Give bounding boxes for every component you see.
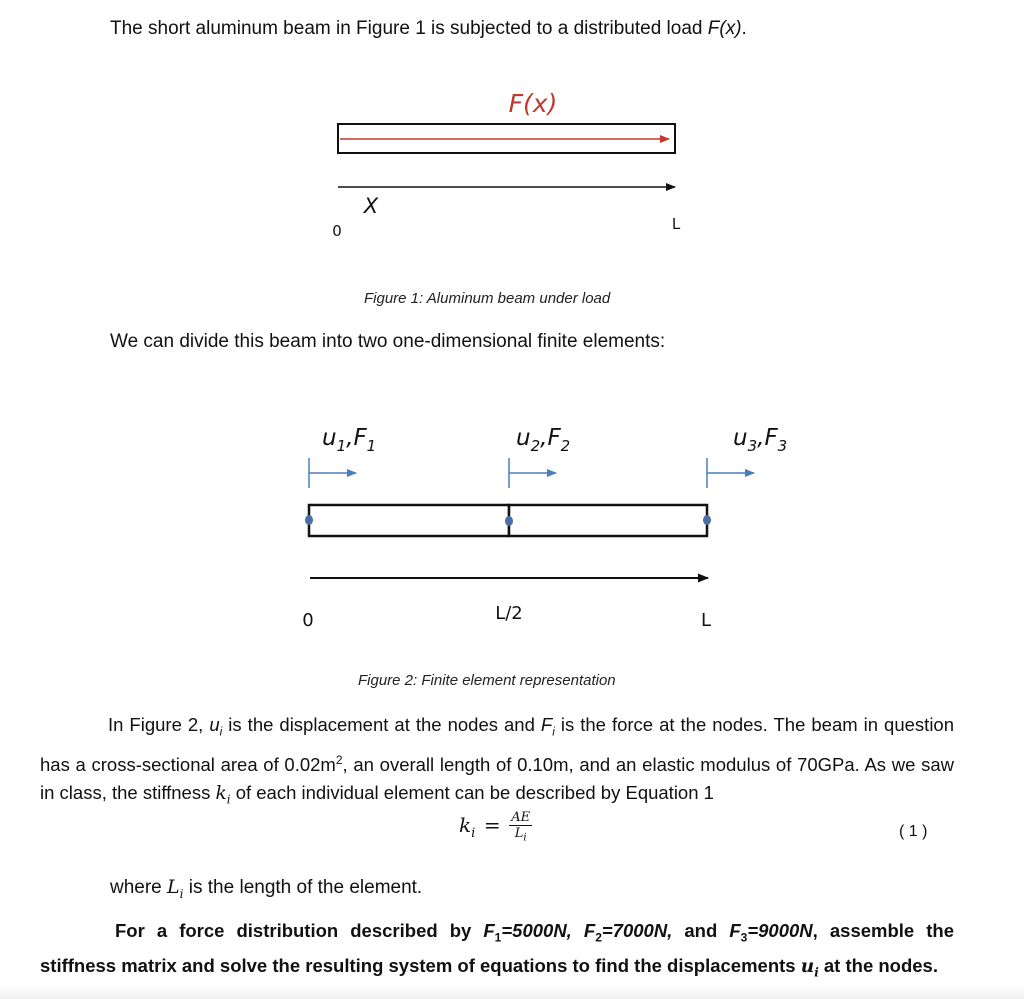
fig1-end-label: L <box>671 215 681 233</box>
description-paragraph: In Figure 2, $u_i$ is the displacement at the nodes and $F_i$ is the force at the nodes. The beam in question has a cross-sectional area of $0.02m^2$, an overall length of 0.10m, and an elastic modulus of 70GPa. As we saw in class, the stiffness $k_i$ of each individual element can be described by Equation 1 <box>40 714 955 807</box>
element-2 <box>509 505 707 536</box>
fig1-origin-label: 0 <box>332 222 342 240</box>
intro-before: The short aluminum beam in Figure 1 is subjected to a distributed load <box>110 18 708 39</box>
divide-text: We can divide this beam into two one-dimensional finite elements: <box>110 331 666 352</box>
fig2-axis-label-L: L <box>700 610 712 631</box>
fig1-axis-variable: X <box>363 194 379 218</box>
element-1 <box>309 505 509 536</box>
task-paragraph: For a force distribution described by $F_1=5000N$, $F_2=7000N$, and $F_3=9000N$, assemble the stiffness matrix and solve the resulting system of equations to find the displacements $u_i$ at the nodes. <box>40 920 954 980</box>
node-3-label: $u_3,F_3$ <box>733 425 788 455</box>
node-2 <box>505 516 513 526</box>
intro-after: . <box>741 18 747 39</box>
equation-number: ( 1 ) <box>899 823 928 840</box>
fig2-axis-label-half: L/2 <box>495 603 523 624</box>
node-1-displacement-arrow <box>309 458 356 488</box>
node-1-label: $u_1,F_1$ <box>322 425 377 455</box>
node-1 <box>305 515 313 525</box>
page-bottom-fade <box>0 985 1024 999</box>
fig2-axis-label-0: 0 <box>302 610 314 631</box>
intro-load-symbol: F(x) <box>707 18 742 39</box>
fig1-load-label: F(x) <box>508 89 558 118</box>
equation-fraction: $\frac{AE}{L_i}$ <box>511 810 531 844</box>
node-3 <box>703 515 711 525</box>
node-2-displacement-arrow <box>509 458 556 488</box>
figure-2-caption: Figure 2: Finite element representation <box>358 672 616 689</box>
node-2-label: $u_2,F_2$ <box>516 425 571 455</box>
figure-1-caption: Figure 1: Aluminum beam under load <box>364 290 611 307</box>
figure-1 <box>0 0 1024 330</box>
node-3-displacement-arrow <box>707 458 754 488</box>
figure-2 <box>0 400 1024 640</box>
where-text: where $L_i$ is the length of the element. <box>110 876 423 901</box>
equation-1: $k_i$ = $\frac{AE}{L_i}$ <box>459 810 531 844</box>
